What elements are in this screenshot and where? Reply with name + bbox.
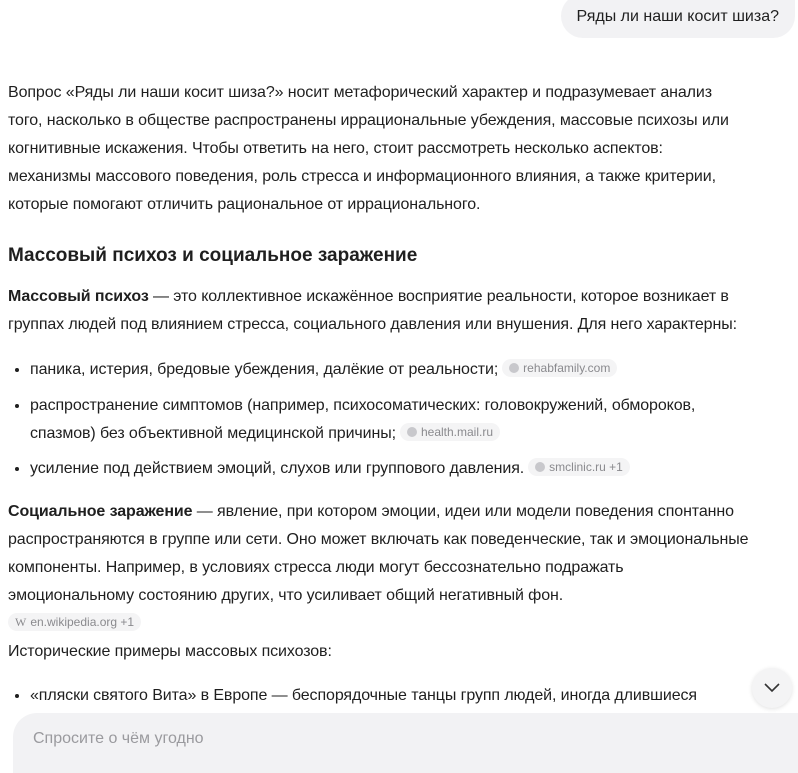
term: Массовый психоз [8,288,149,305]
health-icon [407,427,417,437]
definition: — явление, при котором эмоции, идеи или модели поведения спонтанно распространяются в группе или сети. Оно может включать как поведенческие, так и эмоциональные компоненты. Например, в условиях стресса люди могут бессознательно подражать эмоциональному состоянию других, что усиливает общий негативный фон. [8,503,749,604]
list-item [30,454,750,483]
chat-input[interactable] [31,729,735,749]
user-message-bubble [561,0,795,38]
list-item-text: распространение симптомов (например, психосоматических: головокружений, обмороков, спазмов) без объективной медицинской причины; [30,397,696,442]
list-item-text: «пляски святого Вита» в Европе — беспорядочные танцы групп людей, иногда длившиеся [30,687,697,704]
section-heading: Массовый психоз и социальное заражение [8,245,418,266]
term: Социальное заражение [8,503,193,520]
intro-paragraph: Вопрос «Ряды ли наши косит шиза?» носит метафорический характер и подразумевает анализ того, насколько в обществе распространены иррациональные убеждения, массовые психозы или когнитивные искажения. Чтобы ответить на него, стоит рассмотреть несколько аспектов: механизмы массового поведения, роль стресса и информационного влияния, а также критерии, которые помогают отличить рациональное от иррационального. [8,84,729,213]
source-label: rehabfamily.com [523,361,611,375]
chat-input-box [13,713,798,773]
list-item [30,355,750,384]
list-item [30,681,750,710]
wikipedia-icon: W [15,615,27,629]
chevron-down-icon [764,683,780,693]
source-label: en.wikipedia.org +1 [30,615,135,629]
source-chip[interactable] [400,423,500,441]
symptoms-list-item-1 [8,355,750,384]
list-item [30,391,750,448]
source-label: smclinic.ru +1 [549,460,623,474]
scroll-down-button[interactable] [752,668,792,708]
search-icon [509,363,519,373]
source-chip[interactable] [528,458,630,476]
examples-intro: Исторические примеры массовых психозов: [8,643,332,660]
source-chip[interactable] [502,359,617,377]
mass-psychosis-paragraph [8,283,750,339]
user-message-text: Ряды ли наши косит шиза? [576,8,779,25]
symptoms-list-item-3 [8,454,750,483]
examples-list [8,681,750,710]
clinic-icon [535,462,545,472]
source-label: health.mail.ru [420,425,494,439]
wikipedia-source-row [8,609,750,637]
symptoms-list-item-2 [8,391,750,448]
source-chip[interactable] [8,613,141,631]
list-item-text: паника, истерия, бредовые убеждения, далёкие от реальности; [30,361,499,378]
social-contagion-paragraph [8,498,750,610]
definition: — это коллективное искажённое восприятие реальности, которое возникает в группах людей под влиянием стресса, социального давления или внушения. Для него характерны: [8,288,737,333]
list-item-text: усиление под действием эмоций, слухов или группового давления. [30,460,525,477]
